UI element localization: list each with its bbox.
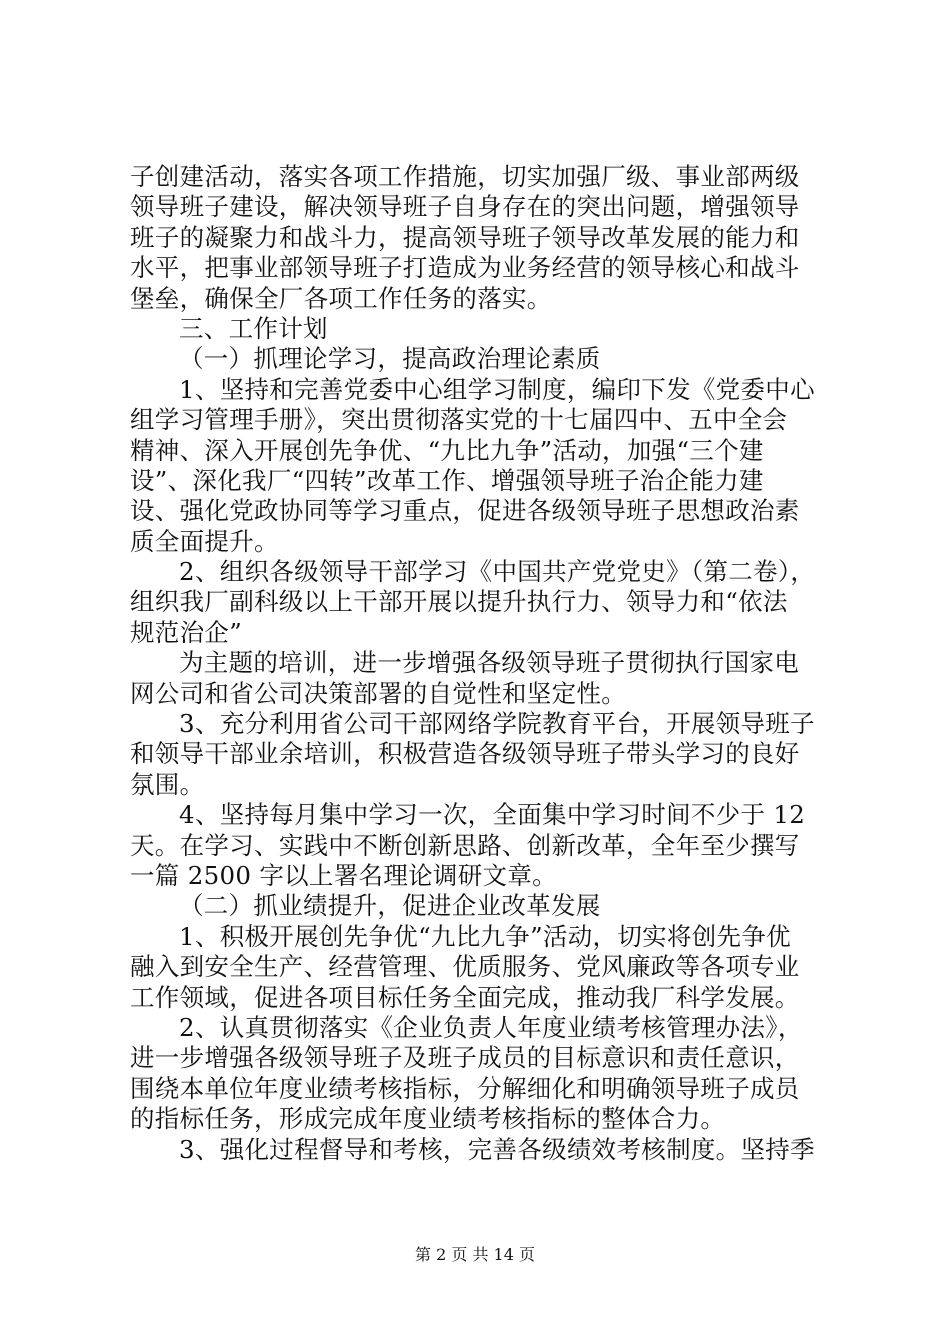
- text-line: 堡垒，确保全厂各项工作任务的落实。: [130, 283, 552, 313]
- text-line: 网公司和省公司决策部署的自觉性和坚定性。: [130, 678, 626, 708]
- text-line: 三、工作计划: [179, 313, 328, 343]
- text-line: 2、组织各级领导干部学习《中国共产党党史》（第二卷），: [179, 557, 816, 587]
- text-line: 为主题的培训，进一步增强各级领导班子贯彻执行国家电: [179, 648, 799, 678]
- text-line: 精神、深入开展创先争优、“九比九争”活动，加强“三个建: [130, 435, 764, 465]
- text-line: 3、强化过程督导和考核，完善各级绩效考核制度。坚持季: [179, 1134, 815, 1164]
- text-line: 设”、深化我厂“四转”改革工作、增强领导班子治企能力建: [130, 465, 764, 495]
- text-line: 4、坚持每月集中学习一次，全面集中学习时间不少于 12: [179, 800, 806, 830]
- text-line: 2、认真贯彻落实《企业负责人年度业绩考核管理办法》，: [179, 1012, 803, 1042]
- text-line: 水平，把事业部领导班子打造成为业务经营的领导核心和战斗: [130, 253, 800, 283]
- text-line: （二）抓业绩提升，促进企业改革发展: [179, 891, 601, 921]
- text-line: 天。在学习、实践中不断创新思路、创新改革，全年至少撰写: [130, 830, 800, 860]
- text-line: 组学习管理手册》，突出贯彻落实党的十七届四中、五中全会: [130, 405, 788, 435]
- text-line: 1、积极开展创先争优“九比九争”活动，切实将创先争优: [179, 921, 791, 951]
- text-line: 围绕本单位年度业绩考核指标，分解细化和明确领导班子成员: [130, 1073, 800, 1103]
- text-line: （一）抓理论学习，提高政治理论素质: [179, 344, 601, 374]
- page-footer: 第 2 页 共 14 页: [415, 1245, 535, 1264]
- text-line: 规范治企”: [130, 617, 243, 647]
- document-body: [130, 162, 830, 1165]
- text-line: 设、强化党政协同等学习重点，促进各级领导班子思想政治素: [130, 496, 800, 526]
- text-line: 和领导干部业余培训，积极营造各级领导班子带头学习的良好: [130, 739, 800, 769]
- text-line: 3、充分利用省公司干部网络学院教育平台，开展领导班子: [179, 709, 815, 739]
- text-line: 一篇 2500 字以上署名理论调研文章。: [130, 860, 557, 890]
- text-line: 质全面提升。: [130, 526, 279, 556]
- text-line: 进一步增强各级领导班子及班子成员的目标意识和责任意识，: [130, 1043, 800, 1073]
- text-line: 工作领域，促进各项目标任务全面完成，推动我厂科学发展。: [130, 982, 800, 1012]
- text-line: 子创建活动，落实各项工作措施，切实加强厂级、事业部两级: [130, 162, 800, 191]
- text-line: 的指标任务，形成完成年度业绩考核指标的整体合力。: [130, 1104, 726, 1134]
- text-line: 融入到安全生产、经营管理、优质服务、党风廉政等各项专业: [130, 952, 800, 982]
- text-line: 组织我厂副科级以上干部开展以提升执行力、领导力和“依法: [130, 587, 788, 617]
- text-line: 1、坚持和完善党委中心组学习制度，编印下发《党委中心: [179, 374, 815, 404]
- text-line: 氛围。: [130, 769, 205, 799]
- text-line: 班子的凝聚力和战斗力，提高领导班子领导改革发展的能力和: [130, 222, 800, 252]
- text-line: 领导班子建设，解决领导班子自身存在的突出问题，增强领导: [130, 192, 800, 222]
